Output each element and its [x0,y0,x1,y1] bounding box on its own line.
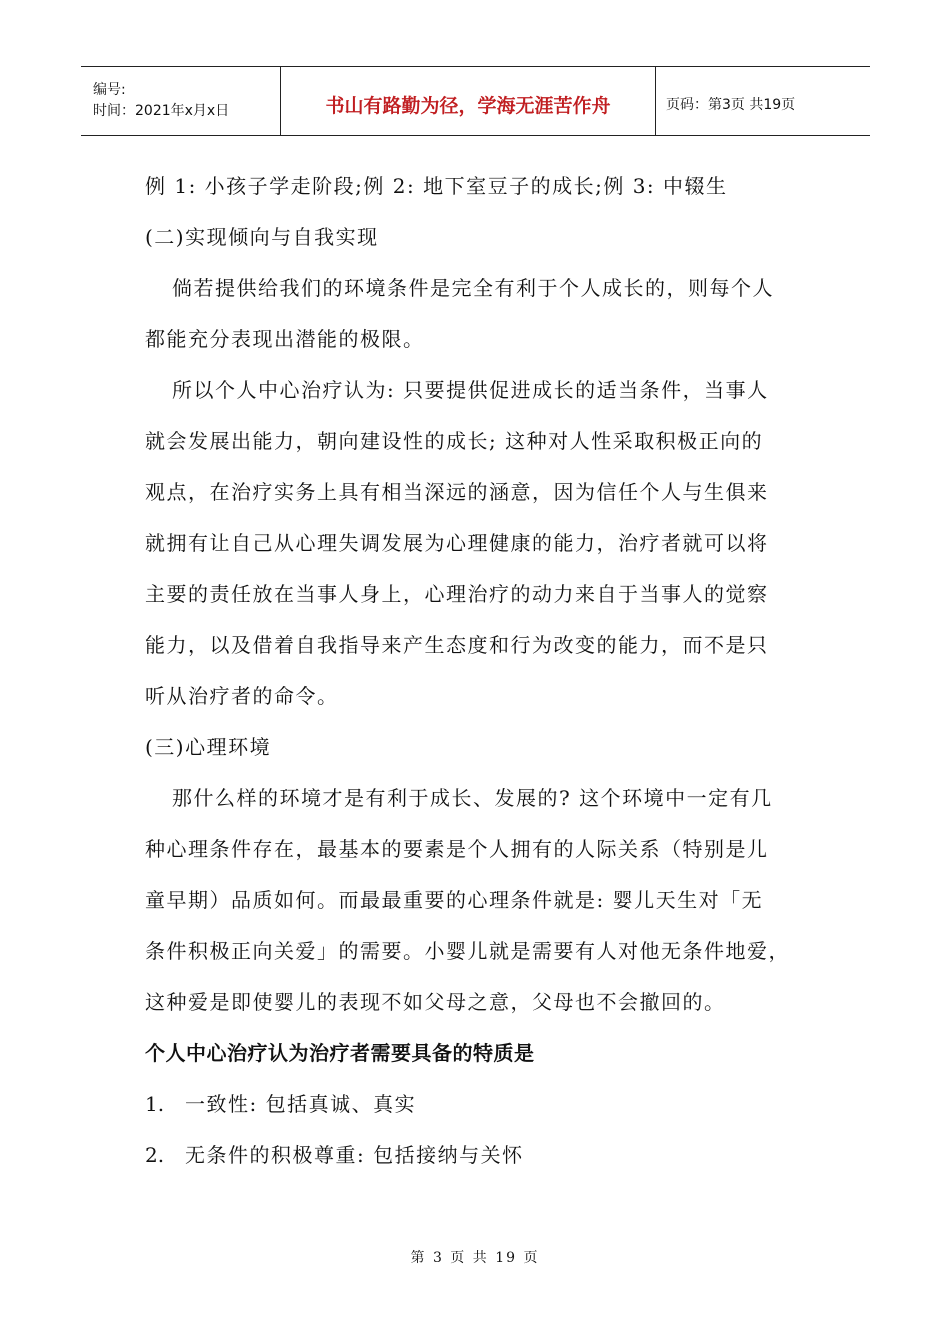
bold-heading: 个人中心治疗认为治疗者需要具备的特质是 [145,1041,535,1065]
body-line: 都能充分表现出潜能的极限。 [145,327,425,351]
body-line: 主要的责任放在当事人身上，心理治疗的动力来自于当事人的觉察 [145,582,769,606]
body-line: 就会发展出能力，朝向建设性的成长; 这种对人性采取积极正向的 [145,429,764,453]
body-line: 听从治疗者的命令。 [145,684,339,708]
list-item-text: 一致性: 包括真诚、真实 [185,1092,417,1116]
document-body [145,163,805,1183]
list-item [145,1132,805,1183]
document-time-label: 时间：2021年x月x日 [93,103,230,119]
body-line: 童早期）品质如何。而最最重要的心理条件就是: 婴儿天生对「无 [145,888,764,912]
list-item-number: 1. [145,1092,165,1116]
header-meta-cell [81,67,281,135]
body-line: 倘若提供给我们的环境条件是完全有利于个人成长的，则每个人 [172,276,774,300]
body-line: 那什么样的环境才是有利于成长、发展的? 这个环境中一定有几 [172,786,773,810]
list-item-text: 无条件的积极尊重: 包括接纳与关怀 [185,1143,524,1167]
header-page-info: 页码：第3页 共19页 [666,97,796,113]
body-line: 种心理条件存在，最基本的要素是个人拥有的人际关系（特别是儿 [145,837,769,861]
body-line: 所以个人中心治疗认为: 只要提供促进成长的适当条件，当事人 [172,378,769,402]
body-line: 例 1: 小孩子学走阶段;例 2: 地下室豆子的成长;例 3: 中辍生 [145,174,728,198]
body-line: 观点，在治疗实务上具有相当深远的涵意，因为信任个人与生俱来 [145,480,769,504]
header-motto: 书山有路勤为径，学海无涯苦作舟 [325,94,611,117]
body-line: 条件积极正向关爱」的需要。小婴儿就是需要有人对他无条件地爱， [145,939,790,963]
page-header [81,66,870,136]
body-line: 这种爱是即使婴儿的表现不如父母之意，父母也不会撤回的。 [145,990,726,1014]
body-line: 就拥有让自己从心理失调发展为心理健康的能力，治疗者就可以将 [145,531,769,555]
section-heading-3: (三)心理环境 [145,735,272,759]
body-line: 能力，以及借着自我指导来产生态度和行为改变的能力，而不是只 [145,633,769,657]
document-number-label: 编号: [93,82,126,98]
list-item-number: 2. [145,1143,165,1167]
header-page-cell [656,67,870,135]
list-item [145,1081,805,1132]
section-heading-2: (二)实现倾向与自我实现 [145,225,379,249]
header-motto-cell [281,67,656,135]
page-footer: 第 3 页 共 19 页 [410,1250,540,1266]
